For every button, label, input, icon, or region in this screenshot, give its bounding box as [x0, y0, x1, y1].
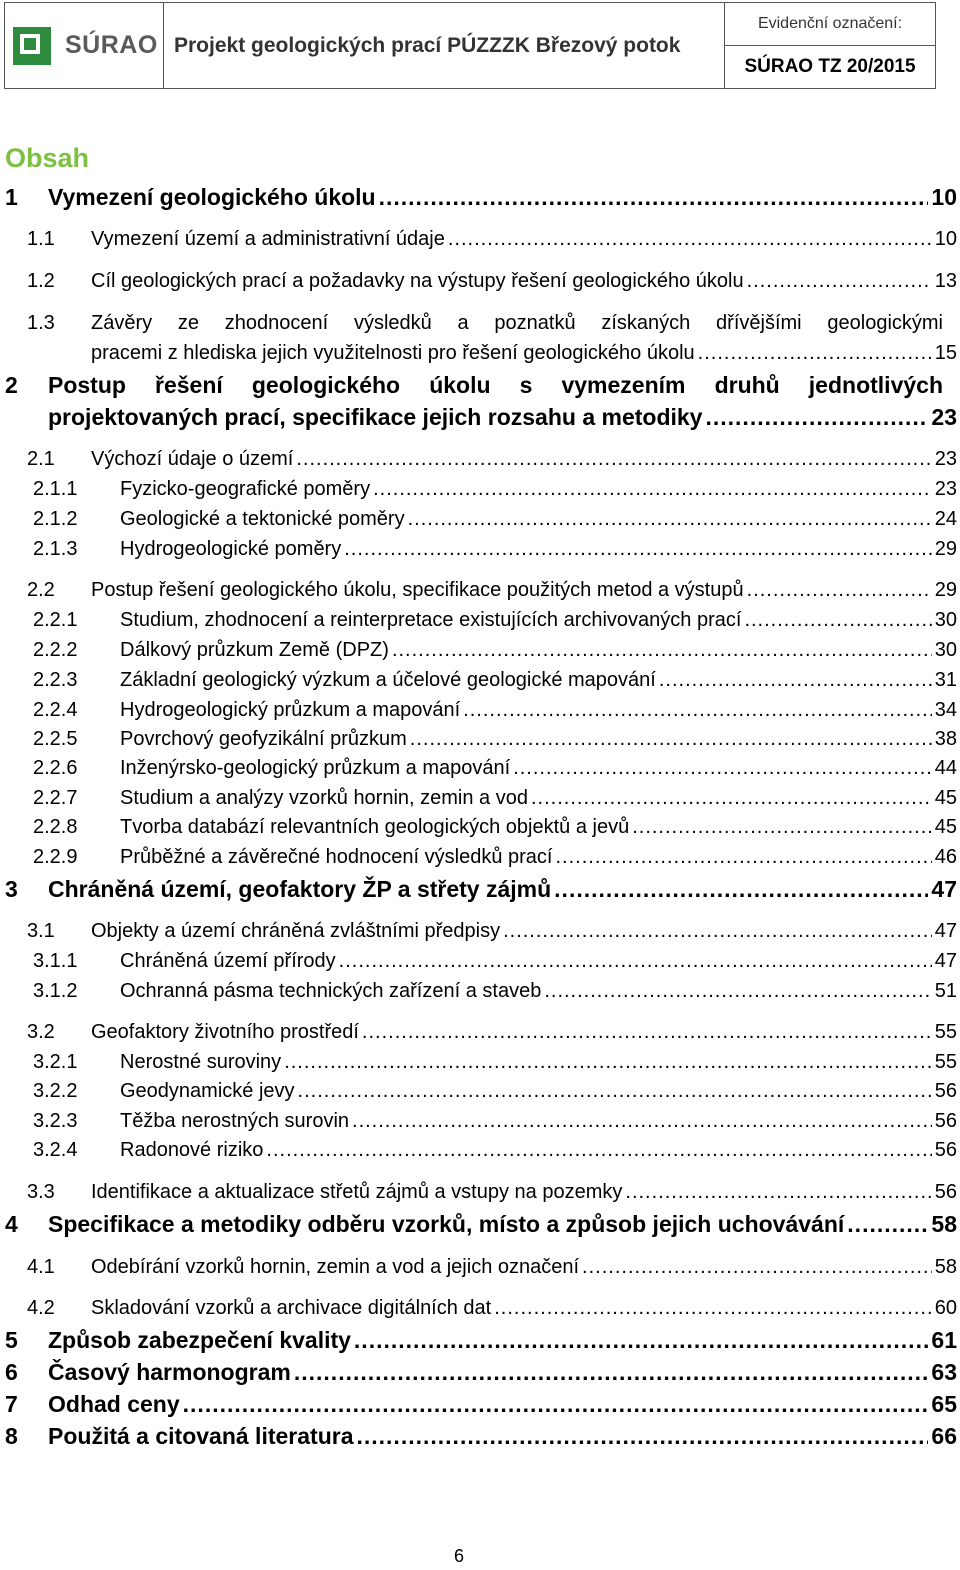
toc-entry-page: 44	[934, 757, 957, 779]
toc-leader-dots	[625, 1181, 931, 1204]
toc-entry[interactable]	[91, 1181, 957, 1204]
toc-entry[interactable]	[120, 538, 957, 561]
toc-entry-page: 13	[934, 270, 957, 292]
evidence-label: Evidenční označení:	[725, 3, 935, 46]
toc-entry-page: 56	[934, 1110, 957, 1132]
toc-entry[interactable]	[48, 1391, 957, 1418]
toc-entry-number: 2.1	[27, 448, 55, 470]
toc-entry-page: 47	[931, 876, 957, 902]
toc-entry-number: 2.2.2	[33, 639, 78, 661]
project-title: Projekt geologických prací PÚZZZK Březový potok	[164, 3, 725, 88]
toc-entry[interactable]	[120, 1139, 957, 1162]
toc-entry-page: 46	[934, 846, 957, 868]
toc-leader-dots	[705, 404, 928, 431]
toc-entry-text: Dálkový průzkum Země (DPZ)	[120, 639, 389, 661]
logo	[5, 3, 164, 88]
toc-entry[interactable]	[120, 639, 957, 662]
toc-entry-text: Vymezení geologického úkolu	[48, 184, 376, 210]
toc-entry-text: Způsob zabezpečení kvality	[48, 1327, 351, 1353]
toc-entry-page: 63	[931, 1359, 957, 1385]
toc-entry[interactable]	[91, 920, 957, 943]
toc-entry-text: Tvorba databází relevantních geologických objektů a jevů	[120, 816, 630, 838]
toc-entry-page: 51	[934, 980, 957, 1002]
toc-entry-number: 6	[5, 1359, 18, 1385]
toc-leader-dots	[744, 609, 931, 632]
toc-leader-dots	[698, 342, 932, 365]
toc-entry-number: 2.2.3	[33, 669, 78, 691]
toc-entry-page: 45	[934, 816, 957, 838]
toc-entry[interactable]	[120, 609, 957, 632]
toc-entry-text: Identifikace a aktualizace střetů zájmů a vstupy na pozemky	[91, 1181, 623, 1203]
toc-entry-text: Skladování vzorků a archivace digitálních dat	[91, 1297, 492, 1319]
toc-entry-number: 2.2.6	[33, 757, 78, 779]
toc-entry-number: 2.2.7	[33, 787, 78, 809]
toc-entry-text: Studium a analýzy vzorků hornin, zemin a vod	[120, 787, 528, 809]
toc-entry-text: Cíl geologických prací a požadavky na výstupy řešení geologického úkolu	[91, 270, 744, 292]
toc-entry[interactable]	[120, 1110, 957, 1133]
toc-entry-text: Fyzicko-geografické poměry	[120, 478, 371, 500]
toc-leader-dots	[410, 728, 932, 751]
toc-entry[interactable]	[48, 876, 957, 903]
toc-leader-dots	[494, 1297, 932, 1320]
toc-entry-page: 45	[934, 787, 957, 809]
toc-entry[interactable]	[120, 508, 957, 531]
toc-heading: Obsah	[5, 143, 90, 173]
toc-entry-text: Specifikace a metodiky odběru vzorků, místo a způsob jejich uchovávání	[48, 1211, 845, 1237]
toc-entry-page: 29	[934, 538, 957, 560]
toc-leader-dots	[747, 270, 932, 293]
toc-leader-dots	[847, 1211, 928, 1238]
toc-entry-text: Geofaktory životního prostředí	[91, 1021, 359, 1043]
toc-leader-dots	[356, 1423, 928, 1450]
toc-leader-dots	[582, 1256, 932, 1279]
toc-entry-number: 1.3	[27, 312, 55, 334]
toc-leader-dots	[632, 816, 932, 839]
toc-entry-text: Chráněná území přírody	[120, 950, 336, 972]
toc-entry[interactable]	[91, 1297, 957, 1320]
toc-leader-dots	[531, 787, 932, 810]
toc-entry-page: 56	[934, 1139, 957, 1161]
toc-entry-page: 60	[934, 1297, 957, 1319]
toc-entry-text: Těžba nerostných surovin	[120, 1110, 350, 1132]
toc-entry-page: 10	[931, 184, 957, 210]
toc-entry-page: 24	[934, 508, 957, 530]
toc-entry-number: 2.2.8	[33, 816, 78, 838]
toc-leader-dots	[513, 757, 932, 780]
toc-leader-dots	[352, 1110, 932, 1133]
toc-entry[interactable]	[48, 1359, 957, 1386]
toc-entry[interactable]	[48, 184, 957, 211]
toc-entry-number: 3.3	[27, 1181, 55, 1203]
toc-entry[interactable]	[91, 1256, 957, 1279]
toc-entry-page: 23	[934, 478, 957, 500]
logo-text: SÚRAO	[65, 31, 158, 59]
evidence-cell	[725, 3, 935, 88]
toc-entry-text: Inženýrsko-geologický průzkum a mapování	[120, 757, 511, 779]
toc-entry-text: Objekty a území chráněná zvláštními předpisy	[91, 920, 501, 942]
toc-leader-dots	[503, 920, 932, 943]
toc-leader-dots	[463, 699, 932, 722]
toc-entry-number: 7	[5, 1391, 18, 1417]
toc-leader-dots	[266, 1139, 931, 1162]
toc-entry[interactable]	[120, 816, 957, 839]
toc-entry-page: 30	[934, 609, 957, 631]
toc-entry[interactable]	[48, 1211, 957, 1238]
toc-entry-number: 1	[5, 184, 18, 210]
toc-entry-text: Odebírání vzorků hornin, zemin a vod a jejich označení	[91, 1256, 580, 1278]
toc-entry[interactable]	[120, 699, 957, 722]
toc-entry[interactable]	[91, 342, 957, 365]
toc-entry[interactable]	[120, 478, 957, 501]
toc-entry-page: 55	[934, 1021, 957, 1043]
toc-leader-dots	[354, 1327, 928, 1354]
toc-leader-dots	[373, 478, 932, 501]
toc-leader-dots	[339, 950, 932, 973]
toc-entry-number: 8	[5, 1423, 18, 1449]
toc-entry[interactable]	[120, 950, 957, 973]
toc-entry[interactable]	[48, 1327, 957, 1354]
toc-entry[interactable]	[120, 980, 957, 1003]
toc-entry-text-line[interactable]: Postup řešení geologického úkolu s vymezením druhů jednotlivých	[48, 372, 943, 398]
toc-entry-number: 2.1.3	[33, 538, 78, 560]
toc-entry-number: 5	[5, 1327, 18, 1353]
toc-entry-number: 3	[5, 876, 18, 902]
toc-entry-number: 3.1.2	[33, 980, 78, 1002]
toc-entry-number: 2.2	[27, 579, 55, 601]
toc-leader-dots	[296, 448, 931, 471]
toc-entry[interactable]	[120, 787, 957, 810]
toc-entry[interactable]	[120, 728, 957, 751]
toc-leader-dots	[344, 538, 932, 561]
toc-leader-dots	[659, 669, 932, 692]
toc-entry-text: Povrchový geofyzikální průzkum	[120, 728, 407, 750]
toc-entry-text: Nerostné suroviny	[120, 1051, 282, 1073]
toc-entry-page: 15	[934, 342, 957, 364]
toc-entry-page: 31	[934, 669, 957, 691]
toc-entry-number: 3.2	[27, 1021, 55, 1043]
toc-entry-number: 2.1.2	[33, 508, 78, 530]
toc-entry-number: 4.2	[27, 1297, 55, 1319]
toc-entry-text: projektovaných prací, specifikace jejich rozsahu a metodiky	[48, 404, 703, 430]
toc-entry-text: Geologické a tektonické poměry	[120, 508, 405, 530]
toc-entry-page: 10	[934, 228, 957, 250]
toc-entry-number: 1.2	[27, 270, 55, 292]
toc-entry-number: 2.1.1	[33, 478, 78, 500]
toc-leader-dots	[747, 579, 932, 602]
toc-entry-number: 2	[5, 372, 18, 398]
toc-entry-text: Hydrogeologické poměry	[120, 538, 342, 560]
toc-entry-text: Ochranná pásma technických zařízení a staveb	[120, 980, 542, 1002]
document-header	[4, 2, 936, 89]
toc-entry-text: Studium, zhodnocení a reinterpretace existujících archivovaných prací	[120, 609, 742, 631]
toc-entry-page: 29	[934, 579, 957, 601]
toc-leader-dots	[408, 508, 932, 531]
toc-entry-page: 47	[934, 920, 957, 942]
toc-entry-page: 58	[934, 1256, 957, 1278]
toc-entry-number: 4.1	[27, 1256, 55, 1278]
toc-entry-text-line[interactable]: Závěry ze zhodnocení výsledků a poznatků získaných dřívějšími geologickými	[91, 312, 943, 334]
toc-entry-text: Časový harmonogram	[48, 1359, 291, 1385]
toc-entry-page: 47	[934, 950, 957, 972]
toc-entry-text: pracemi z hlediska jejich využitelnosti pro řešení geologického úkolu	[91, 342, 695, 364]
toc-entry[interactable]	[120, 1080, 957, 1103]
toc-entry-text: Geodynamické jevy	[120, 1080, 295, 1102]
toc-entry-page: 55	[934, 1051, 957, 1073]
toc-entry[interactable]	[91, 448, 957, 471]
toc-entry-text: Hydrogeologický průzkum a mapování	[120, 699, 461, 721]
toc-entry-text: Průběžné a závěrečné hodnocení výsledků prací	[120, 846, 553, 868]
toc-leader-dots	[544, 980, 931, 1003]
toc-entry-number: 3.2.2	[33, 1080, 78, 1102]
toc-entry[interactable]	[120, 1051, 957, 1074]
toc-entry-text: Výchozí údaje o území	[91, 448, 294, 470]
surao-logo-icon	[13, 27, 51, 65]
toc-entry[interactable]	[91, 228, 957, 251]
toc-entry[interactable]	[48, 404, 957, 431]
page-number: 6	[453, 1546, 464, 1566]
toc-entry-number: 3.1.1	[33, 950, 78, 972]
toc-leader-dots	[554, 876, 928, 903]
toc-leader-dots	[556, 846, 932, 869]
toc-entry-number: 3.2.4	[33, 1139, 78, 1161]
toc-entry-text: Odhad ceny	[48, 1391, 180, 1417]
toc-entry[interactable]	[48, 1423, 957, 1450]
toc-entry[interactable]	[120, 846, 957, 869]
toc-entry-page: 58	[931, 1211, 957, 1237]
toc-entry-number: 2.2.1	[33, 609, 78, 631]
toc-entry[interactable]	[120, 669, 957, 692]
toc-entry-page: 30	[934, 639, 957, 661]
toc-entry-number: 2.2.5	[33, 728, 78, 750]
toc-entry-number: 3.1	[27, 920, 55, 942]
toc-entry-text: Vymezení území a administrativní údaje	[91, 228, 445, 250]
toc-entry[interactable]	[91, 579, 957, 602]
toc-leader-dots	[294, 1359, 929, 1386]
toc-entry-text: Postup řešení geologického úkolu, specifikace použitých metod a výstupů	[91, 579, 744, 601]
toc-entry-page: 65	[931, 1391, 957, 1417]
toc-entry-page: 56	[934, 1181, 957, 1203]
toc-entry-page: 23	[934, 448, 957, 470]
toc-entry-page: 56	[934, 1080, 957, 1102]
toc-entry-text: Chráněná území, geofaktory ŽP a střety zájmů	[48, 876, 552, 902]
toc-entry-number: 3.2.3	[33, 1110, 78, 1132]
toc-leader-dots	[392, 639, 932, 662]
toc-entry-text: Použitá a citovaná literatura	[48, 1423, 354, 1449]
toc-entry-page: 34	[934, 699, 957, 721]
toc-entry-number: 3.2.1	[33, 1051, 78, 1073]
toc-leader-dots	[362, 1021, 932, 1044]
evidence-value: SÚRAO TZ 20/2015	[744, 56, 916, 77]
toc-entry-text: Základní geologický výzkum a účelové geologické mapování	[120, 669, 656, 691]
toc-entry[interactable]	[120, 757, 957, 780]
toc-leader-dots	[183, 1391, 929, 1418]
toc-leader-dots	[298, 1080, 932, 1103]
toc-entry[interactable]	[91, 270, 957, 293]
toc-leader-dots	[379, 184, 929, 211]
toc-entry-number: 4	[5, 1211, 18, 1237]
toc-entry-page: 23	[931, 404, 957, 430]
toc-entry[interactable]	[91, 1021, 957, 1044]
toc-entry-page: 61	[931, 1327, 957, 1353]
toc-entry-page: 38	[934, 728, 957, 750]
toc-entry-number: 2.2.9	[33, 846, 78, 868]
toc-leader-dots	[448, 228, 932, 251]
toc-entry-page: 66	[931, 1423, 957, 1449]
toc-entry-text: Radonové riziko	[120, 1139, 264, 1161]
toc-leader-dots	[284, 1051, 932, 1074]
toc-entry-number: 2.2.4	[33, 699, 78, 721]
toc-entry-number: 1.1	[27, 228, 55, 250]
